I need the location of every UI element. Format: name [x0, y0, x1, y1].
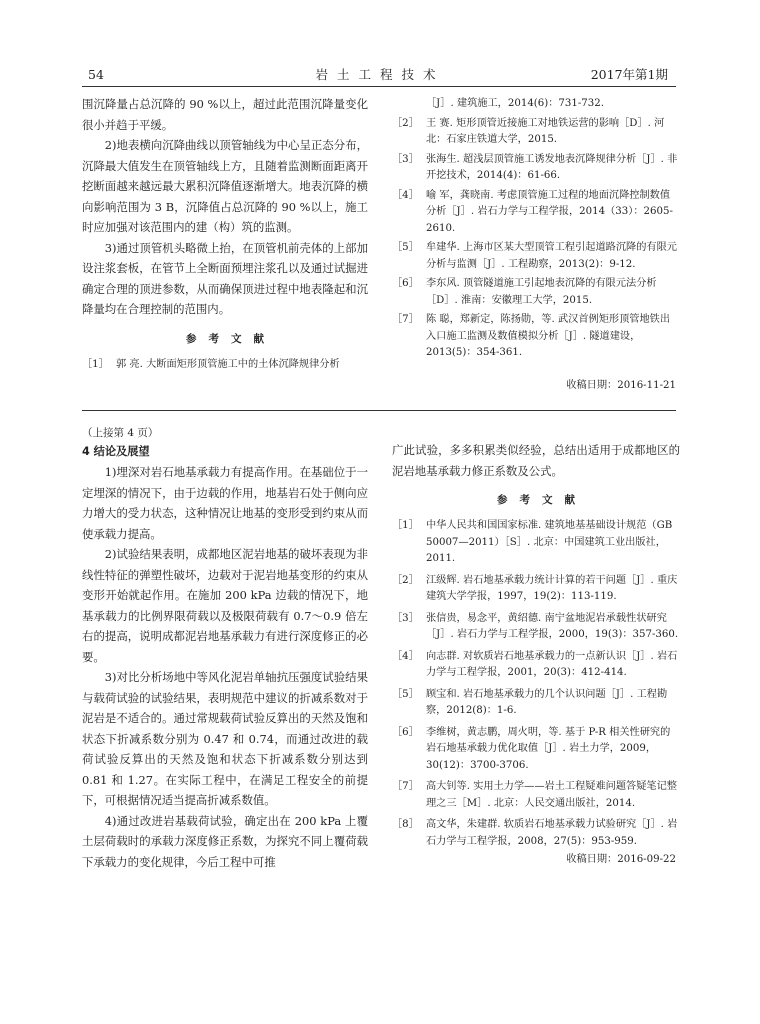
upper-left-column — [82, 94, 368, 373]
received-date: 收稿日期：2016-09-22 — [566, 854, 676, 865]
reference-text: 张信贵，易念平，黄绍德. 南宁盆地泥岩承载性状研究［J］. 岩石力学与工程学报，2000，19(3)：357-360. — [426, 612, 679, 640]
reference-text: 江级辉. 岩石地基承载力统计计算的若干问题［J］. 重庆建筑大学学报，1997，19(2)：113-119. — [426, 574, 678, 602]
reference-item — [392, 779, 680, 812]
references-list — [82, 357, 368, 374]
body-paragraph: 广此试验，多多积累类似经验，总结出适用于成都地区的泥岩地基承载力修正系数及公式。 — [392, 443, 680, 478]
reference-number: ［5］ — [392, 688, 419, 700]
upper-right-column — [392, 96, 680, 362]
reference-number: ［7］ — [392, 781, 419, 792]
reference-number: ［6］ — [392, 278, 419, 289]
reference-item — [392, 96, 680, 113]
body-paragraph: 3)对比分析场地中等风化泥岩单轴抗压强度试验结果与载荷试验的试验结果，表明规范中建议的折减系数对于泥岩是不适合的。通过常规载荷试验反算出的天然及饱和状态下折减系数分别为 0.47 和 0.74，而通过改进的载荷试验反算出的天然及饱和状态下折减系数分别达到 0.81 和 1.27。在实际工程中，在满足工程安全的前提下，可根据情况适当提高折减系数值。 — [82, 670, 368, 807]
reference-text: 喻 军，龚晓南. 考虑顶管施工过程的地面沉降控制数值分析［J］. 岩石力学与工程学报，2014（33）：2605-2610. — [426, 189, 673, 234]
article-divider — [82, 410, 676, 411]
reference-text: 高文华，朱建群. 软质岩石地基承载力试验研究［J］. 岩石力学与工程学报，2008，27(5)：953-959. — [426, 819, 678, 847]
reference-text: 陈 聪，郑新定，陈扬勋，等. 武汉首例矩形顶管地铁出入口施工监测及数值模拟分析［J］. 隧道建设，2013(5)：354-361. — [426, 314, 671, 358]
reference-text: 王 赛. 矩形顶管近接施工对地铁运营的影响［D］. 河北：石家庄铁道大学，2015. — [426, 117, 665, 145]
reference-item — [392, 687, 680, 720]
reference-number: ［4］ — [392, 189, 419, 201]
reference-number: ［2］ — [392, 117, 419, 129]
body-paragraph: 3)通过顶管机头略微上抬，在顶管机前壳体的上部加设注浆套板，在管节上全断面预埋注浆孔以及通过试掘进确定合理的顶进参数，从而确保顶进过程中地表隆起和沉降量均在合理控制的范围内。 — [82, 240, 368, 316]
reference-item — [392, 573, 680, 606]
journal-title: 岩土工程技术 — [315, 67, 445, 82]
reference-item — [392, 312, 680, 362]
reference-item — [392, 649, 680, 682]
reference-number: ［7］ — [392, 314, 419, 325]
reference-number: ［4］ — [392, 650, 419, 662]
body-paragraph: 1)埋深对岩石地基承载力有提高作用。在基础位于一定埋深的情况下，由于边载的作用，地基岩石处于侧向应力增大的受力状态，这种情况让地基的变形受到约束从而使承载力提高。 — [82, 465, 368, 541]
reference-number: ［5］ — [392, 242, 419, 253]
reference-item — [392, 240, 680, 273]
body-paragraph: 围沉降量占总沉降的 90 %以上，超过此范围沉降量变化很小并趋于平缓。 — [82, 97, 368, 132]
issue-label: 2017年第1期 — [590, 67, 668, 82]
reference-text: 中华人民共和国国家标准. 建筑地基基础设计规范（GB 50007—2011）［S］. 北京：中国建筑工业出版社，2011. — [426, 520, 673, 564]
references-list — [392, 518, 680, 850]
body-paragraph: 2)试验结果表明，成都地区泥岩地基的破坏表现为非线性特征的弹塑性破坏，边载对于泥岩地基变形的约束从变形开始就起作用。在施加 200 kPa 边载的情况下，地基承载力的比例界限荷载以及极限荷载有 0.7～0.9 倍左右的提高，说明成都泥岩地基承载力有进行深度修正的必要。 — [82, 547, 368, 664]
section-title: 4 结论及展望 — [82, 445, 150, 458]
reference-text: ［J］. 建筑施工，2014(6)：731-732. — [426, 98, 604, 109]
reference-item — [392, 276, 680, 309]
references-heading: 参考文献 — [186, 332, 276, 345]
reference-text: 张海生. 超浅层顶管施工诱发地表沉降规律分析［J］. 非开挖技术，2014(4)：61-66. — [426, 153, 678, 181]
reference-item — [392, 116, 680, 149]
reference-text: 顾宝和. 岩石地基承载力的几个认识问题［J］. 工程勘察，2012(8)：1-6. — [426, 688, 668, 716]
reference-number: ［2］ — [392, 574, 419, 586]
reference-item — [392, 817, 680, 850]
reference-item — [82, 357, 368, 374]
reference-text: 李维树，黄志鹏，周火明，等. 基于 P-R 相关性研究的岩石地基承载力优化取值［J］. 岩土力学，2009，30(12)：3700-3706. — [426, 726, 671, 771]
references-list — [392, 96, 680, 362]
reference-item — [392, 152, 680, 185]
reference-item — [392, 518, 680, 568]
reference-number: ［1］ — [82, 358, 109, 370]
reference-text: 高大钊等. 实用土力学——岩土工程疑难问题答疑笔记整理之三［M］. 北京：人民交通出版社，2014. — [426, 781, 677, 809]
reference-number: ［3］ — [392, 153, 419, 165]
reference-item — [392, 611, 680, 644]
reference-item — [392, 725, 680, 775]
reference-text: 牟建华. 上海市区某大型顶管工程引起道路沉降的有限元分析与监测［J］. 工程勘察，2013(2)：9-12. — [426, 242, 677, 270]
received-date: 收稿日期：2016-11-21 — [566, 380, 676, 391]
reference-number: ［3］ — [392, 612, 419, 624]
body-paragraph: 2)地表横向沉降曲线以顶管轴线为中心呈正态分布，沉降最大值发生在顶管轴线上方，且随着监测断面距离开挖断面越来越远最大累积沉降值逐渐增大。地表沉降的横向影响范围为 3 B，沉降值占总沉降的 90 %以上，施工时应加强对该范围内的建（构）筑的监测。 — [82, 138, 368, 234]
lower-right-column — [392, 440, 680, 850]
lower-left-column — [82, 424, 368, 872]
reference-text: 李东风. 顶管隧道施工引起地表沉降的有限元法分析［D］. 淮南：安徽理工大学，2015. — [426, 278, 657, 306]
body-paragraph: 4)通过改进岩基载荷试验，确定出在 200 kPa 上覆土层荷载时的承载力深度修正系数，为探究不同上覆荷载下承载力的变化规律，今后工程中可推 — [82, 813, 368, 869]
reference-number: ［8］ — [392, 819, 419, 830]
header-rule — [82, 86, 676, 87]
reference-number: ［1］ — [392, 520, 419, 531]
references-heading: 参考文献 — [497, 494, 587, 506]
continued-note: （上接第 4 页） — [82, 427, 159, 439]
reference-text: 郭 亮. 大断面矩形顶管施工中的土体沉降规律分析 — [116, 358, 340, 370]
reference-item — [392, 188, 680, 238]
reference-text: 向志群. 对软质岩石地基承载力的一点新认识［J］. 岩石力学与工程学报，2001，20(3)：412-414. — [426, 650, 678, 678]
reference-number: ［6］ — [392, 726, 419, 738]
page-number: 54 — [88, 67, 104, 82]
